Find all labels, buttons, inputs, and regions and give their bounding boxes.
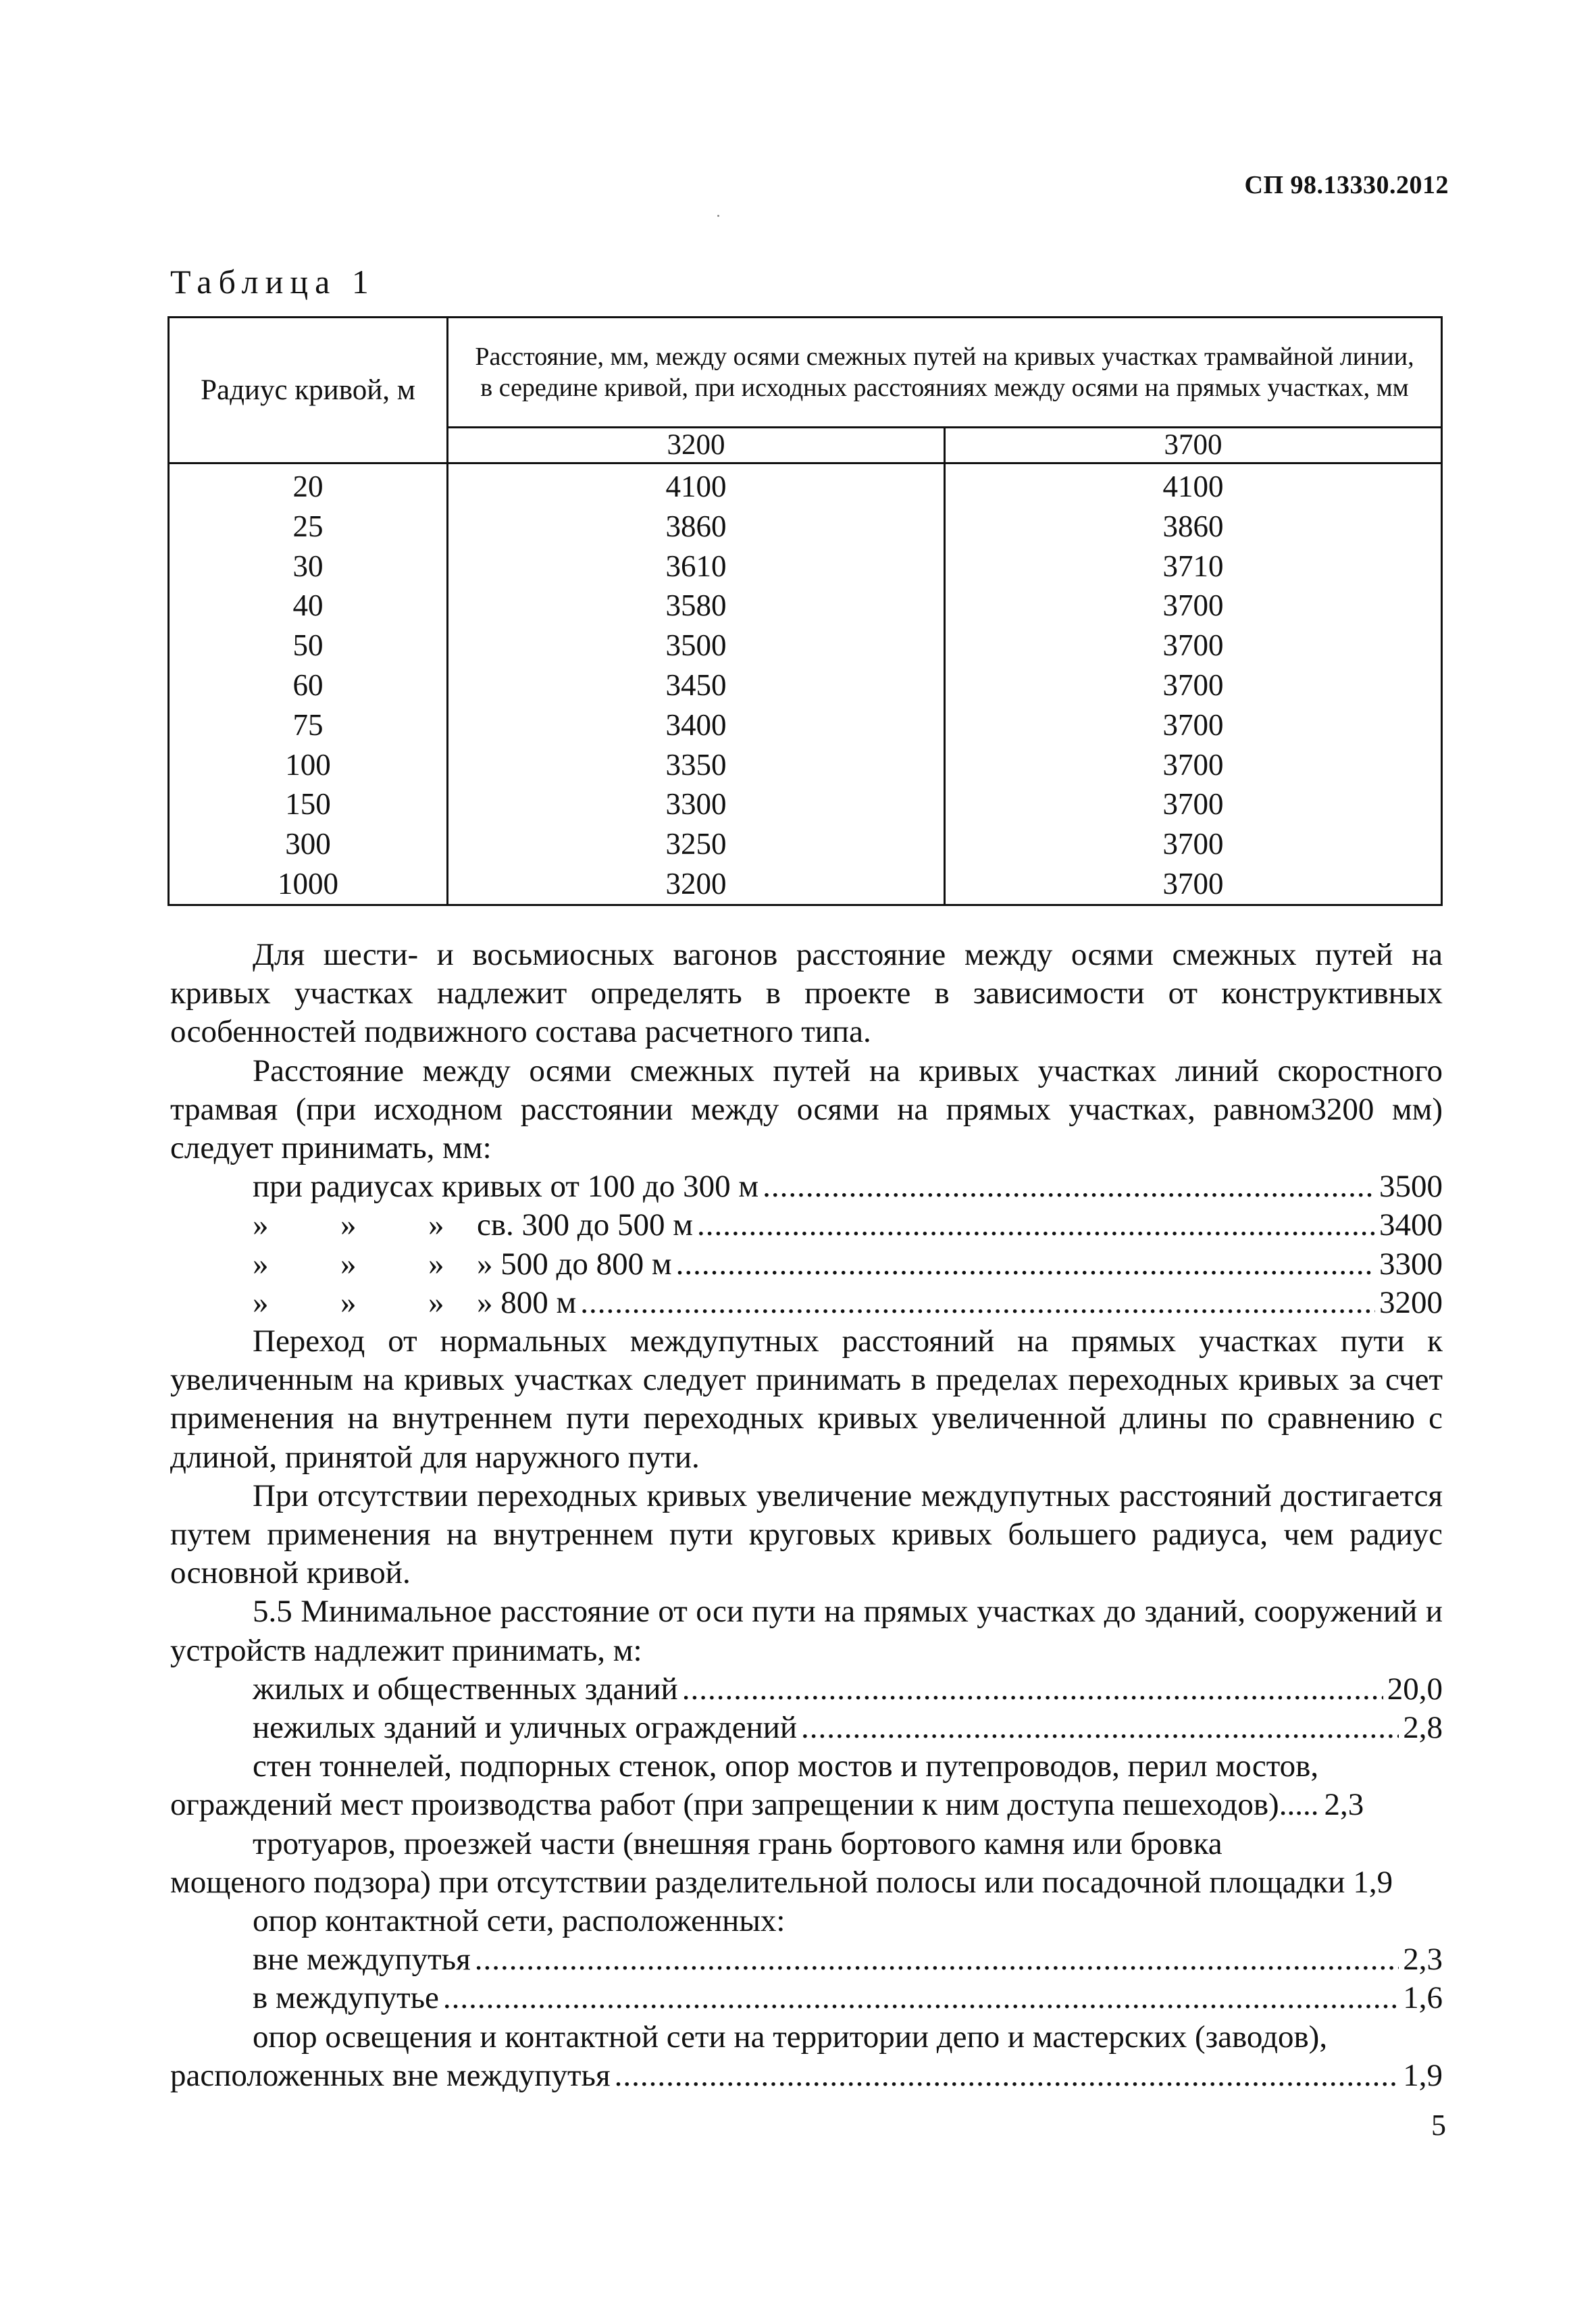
item-value: 3500 [1379, 1169, 1443, 1205]
ditto-mark: » [428, 1284, 444, 1320]
paragraph-speed-tram: Расстояние между осями смежных путей на кривых участках линий скоростного трамвая (при исходном расстоянии между осями на прямых участках, равном3200 мм) следует принимать, мм: [170, 1053, 1443, 1166]
paragraph-no-transition: При отсутствии переходных кривых увеличение междупутных расстояний достигается путем применения на внутреннем пути круговых кривых большего радиуса, чем радиус основной кривой. [170, 1478, 1443, 1591]
list-item-depot-line1: опор освещения и контактной сети на территории депо и мастерских (заводов), [253, 2019, 1328, 2055]
list-item-sidewalks-line1: тротуаров, проезжей части (внешняя грань бортового камня или бровка [253, 1826, 1222, 1861]
list-item-radius-300-500 [170, 1206, 1443, 1244]
item-value: 2,3 [1403, 1942, 1443, 1978]
table-row [169, 547, 1442, 586]
dot-leader [801, 1709, 1399, 1747]
table-row [169, 705, 1442, 745]
ditto-mark: » [340, 1207, 357, 1243]
cell-3700: 3700 [945, 824, 1442, 864]
paragraph-multiaxle-cars: Для шести- и восьмиосных вагонов расстояние между осями смежных путей на кривых участках надлежит определять в проекте в зависимости от конструктивных особенностей подвижного состава расчетного типа. [170, 937, 1443, 1050]
item-label: » 500 до 800 м [477, 1246, 672, 1282]
dot-leader [763, 1167, 1375, 1206]
dot-leader [615, 2057, 1399, 2095]
item-label: вне междупутья [253, 1942, 471, 1978]
list-item-sidewalks-line2 [170, 1863, 1463, 1902]
cell-3200: 3300 [448, 784, 945, 824]
cell-radius: 20 [169, 463, 448, 507]
cell-3200: 3400 [448, 705, 945, 745]
cell-3200: 3500 [448, 626, 945, 665]
item-label: в междупутье [253, 1980, 439, 2016]
item-value: 1,6 [1403, 1980, 1443, 2016]
cell-3200: 3610 [448, 547, 945, 586]
cell-radius: 300 [169, 824, 448, 864]
ditto-mark: » [253, 1284, 269, 1320]
dot-leader [682, 1670, 1383, 1709]
item-label: мощеного подзора) при отсутствии разделительной полосы или посадочной площадки [170, 1864, 1345, 1900]
radius-distance-table [168, 316, 1443, 906]
list-item-depot-line2 [170, 2057, 1443, 2095]
list-item-interway [170, 1979, 1443, 2017]
table-row [169, 665, 1442, 705]
item-value: 3300 [1379, 1246, 1443, 1282]
item-value: 1,9 [1403, 2057, 1443, 2093]
cell-3700: 3700 [945, 586, 1442, 626]
dot-leader [580, 1284, 1375, 1322]
item-value: 3400 [1379, 1207, 1443, 1243]
cell-radius: 1000 [169, 864, 448, 905]
table-row [169, 784, 1442, 824]
item-label: жилых и общественных зданий [253, 1671, 678, 1707]
subheader-3200: 3200 [448, 428, 945, 463]
cell-3200: 4100 [448, 463, 945, 507]
cell-radius: 100 [169, 745, 448, 785]
cell-3200: 3580 [448, 586, 945, 626]
table-row [169, 626, 1442, 665]
ditto-mark: » [253, 1207, 269, 1243]
paragraph-5-5: 5.5 Минимальное расстояние от оси пути на прямых участках до зданий, сооружений и устройств надлежит принимать, м: [170, 1594, 1443, 1668]
list-item-residential [170, 1670, 1443, 1709]
column-header-radius: Радиус кривой, м [169, 318, 448, 463]
cell-3700: 3860 [945, 507, 1442, 547]
item-value: 1,9 [1353, 1864, 1393, 1900]
cell-3700: 3700 [945, 626, 1442, 665]
body-text [170, 936, 1443, 2095]
cell-3700: 4100 [945, 463, 1442, 507]
table-row [169, 864, 1442, 905]
item-label: » 800 м [477, 1284, 577, 1320]
list-item-tunnels-line2 [170, 1786, 1443, 1824]
list-item-radius-800 [170, 1284, 1443, 1322]
table-caption: Таблица 1 [170, 263, 376, 301]
list-item-radius-100-300 [170, 1167, 1443, 1206]
table-row [169, 824, 1442, 864]
cell-3200: 3200 [448, 864, 945, 905]
table-row [169, 586, 1442, 626]
cell-3700: 3700 [945, 784, 1442, 824]
list-item-catenary-head: опор контактной сети, расположенных: [253, 1903, 786, 1939]
cell-radius: 40 [169, 586, 448, 626]
item-value: 2,8 [1403, 1710, 1443, 1746]
item-label: св. 300 до 500 м [477, 1207, 693, 1243]
cell-3700: 3700 [945, 864, 1442, 905]
dot-leader [443, 1979, 1399, 2017]
table-row [169, 507, 1442, 547]
cell-3700: 3700 [945, 745, 1442, 785]
dot-leader [475, 1940, 1399, 1979]
ditto-mark: » [428, 1207, 444, 1243]
item-value: 20,0 [1387, 1671, 1443, 1707]
table-row [169, 463, 1442, 507]
cell-3200: 3250 [448, 824, 945, 864]
item-label: нежилых зданий и уличных ограждений [253, 1710, 798, 1746]
cell-3200: 3860 [448, 507, 945, 547]
ditto-mark: » [428, 1246, 444, 1282]
list-item-nonresidential [170, 1709, 1443, 1747]
paragraph-transition: Переход от нормальных междупутных расстояний на прямых участках пути к увеличенным на кривых участках следует принимать в пределах переходных кривых за счет применения на внутреннем пути переходных кривых увеличенной длины по сравнению с длиной, принятой для наружного пути. [170, 1324, 1443, 1475]
ditto-mark: » [340, 1246, 357, 1282]
cell-radius: 50 [169, 626, 448, 665]
item-label: при радиусах кривых от 100 до 300 м [253, 1169, 759, 1205]
dot-leader [676, 1245, 1375, 1284]
ditto-mark: » [340, 1284, 357, 1320]
cell-3200: 3350 [448, 745, 945, 785]
item-label: расположенных вне междупутья [170, 2057, 611, 2093]
cell-3200: 3450 [448, 665, 945, 705]
page-number: 5 [1431, 2109, 1446, 2142]
cell-3700: 3700 [945, 665, 1442, 705]
cell-3700: 3700 [945, 705, 1442, 745]
list-item-radius-500-800 [170, 1245, 1443, 1284]
cell-3700: 3710 [945, 547, 1442, 586]
scan-speck [717, 215, 719, 217]
document-code: СП 98.13330.2012 [1244, 171, 1449, 199]
cell-radius: 30 [169, 547, 448, 586]
dot-leader [697, 1206, 1375, 1244]
cell-radius: 75 [169, 705, 448, 745]
cell-radius: 60 [169, 665, 448, 705]
subheader-3700: 3700 [945, 428, 1442, 463]
item-label: ограждений мест производства работ (при запрещении к ним доступа пешеходов)..... [170, 1787, 1319, 1823]
ditto-mark: » [253, 1246, 269, 1282]
item-value: 3200 [1379, 1284, 1443, 1320]
cell-radius: 25 [169, 507, 448, 547]
list-item-tunnels-line1: стен тоннелей, подпорных стенок, опор мостов и путепроводов, перил мостов, [253, 1749, 1319, 1784]
cell-radius: 150 [169, 784, 448, 824]
list-item-outside-interway [170, 1940, 1443, 1979]
column-header-distance: Расстояние, мм, между осями смежных путей на кривых участках трамвайной линии, в середине кривой, при исходных расстояниях между осями на прямых участках, мм [448, 318, 1442, 428]
table-row [169, 745, 1442, 785]
item-value: 2,3 [1324, 1787, 1364, 1823]
